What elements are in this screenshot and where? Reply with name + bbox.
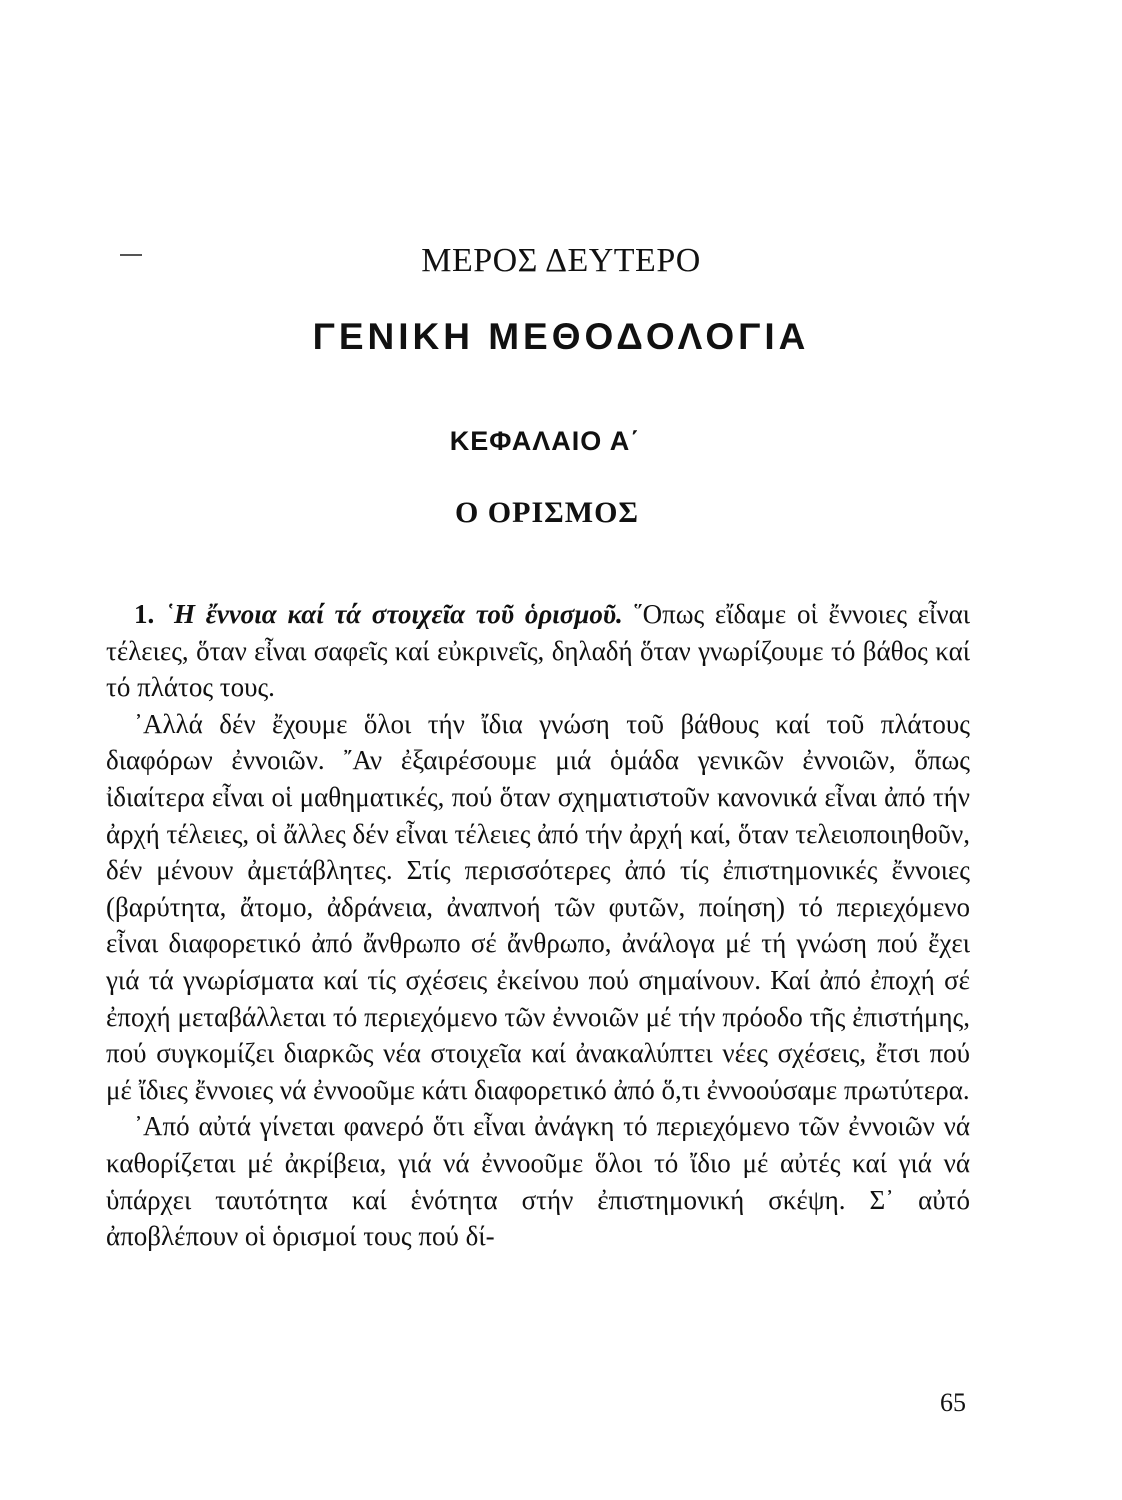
chapter-title: Ο ΟΡΙΣΜΟΣ (454, 496, 640, 529)
paragraph-2: ᾿Αλλά δέν ἔχουμε ὅλοι τήν ἴδια γνώση τοῦ βάθους καί τοῦ πλάτους διαφόρων ἐννοιῶν. ῎Αν ἐξαιρέσουμε μιά ὁμάδα γενικῶν ἐννοιῶν, ὅπως ἰδιαίτερα εἶναι οἱ μαθηματικές, πού ὅταν σχηματιστοῦν κανονικά εἶναι ἀπό τήν ἀρχή τέλειες, οἱ ἄλλες δέν εἶναι τέλειες ἀπό τήν ἀρχή καί, ὅταν τελειοποιηθοῦν, δέν μένουν ἀμετάβλητες. Στίς περισσότερες ἀπό τίς ἐπιστημονικές ἔννοιες (βαρύτητα, ἄτομο, ἀδράνεια, ἀναπνοή τῶν φυτῶν, ποίηση) τό περιεχόμενο εἶναι διαφορετικό ἀπό ἄνθρωπο σέ ἄνθρωπο, ἀνάλογα μέ τή γνώση πού ἔχει γιά τά γνωρίσματα καί τίς σχέσεις ἐκείνου πού σημαίνουν. Καί ἀπό ἐποχή σέ ἐποχή μεταβάλλεται τό περιεχόμενο τῶν ἐννοιῶν μέ τήν πρόοδο τῆς ἐπιστήμης, πού συγκομίζει διαρκῶς νέα στοιχεῖα καί ἀνακαλύπτει νέες σχέσεις, ἔτσι πού μέ ἴδιες ἔννοιες νά ἐννοοῦμε κάτι διαφορετικό ἀπό ὅ,τι ἐννοούσαμε πρωτύτερα. (106, 708, 970, 1105)
section-first-text: ῞Οπως εἴδαμε οἱ ἔννοιες εἶναι τέλειες, ὅταν εἶναι σαφεῖς καί εὐκρινεῖς, δηλαδή ὅταν γνωρίζουμε τό βάθος καί τό πλάτος τους. (106, 599, 971, 703)
paragraph-3: ᾿Από αὐτά γίνεται φανερό ὅτι εἶναι ἀνάγκη τό περιεχόμενο τῶν ἐννοιῶν νά καθορίζεται μέ ἀκρίβεια, γιά νά ἐννοοῦμε ὅλοι τό ἴδιο μέ αὐτές καί γιά νά ὑπάρχει ταυτότητα καί ἑνότητα στήν ἐπιστημονική σκέψη. Σ᾿ αὐτό ἀποβλέπουν οἱ ὁρισμοί τους πού δί- (106, 1111, 970, 1252)
section-heading-text: ῾Η ἔννοια καί τά στοιχεῖα τοῦ ὁρισμοῦ. (165, 599, 623, 629)
page-number: 65 (940, 1388, 966, 1417)
section-paragraph (106, 596, 970, 706)
chapter-label: ΚΕΦΑΛΑΙΟ Α΄ (449, 426, 641, 456)
main-title: ΓΕΝΙΚΗ ΜΕΘΟΔΟΛΟΓΙΑ (312, 316, 810, 357)
section-number: 1. (134, 599, 155, 629)
part-title: ΜΕΡΟΣ ΔΕΥΤΕΡΟ (421, 242, 701, 279)
body-text (106, 596, 970, 1255)
section-heading (134, 599, 634, 629)
